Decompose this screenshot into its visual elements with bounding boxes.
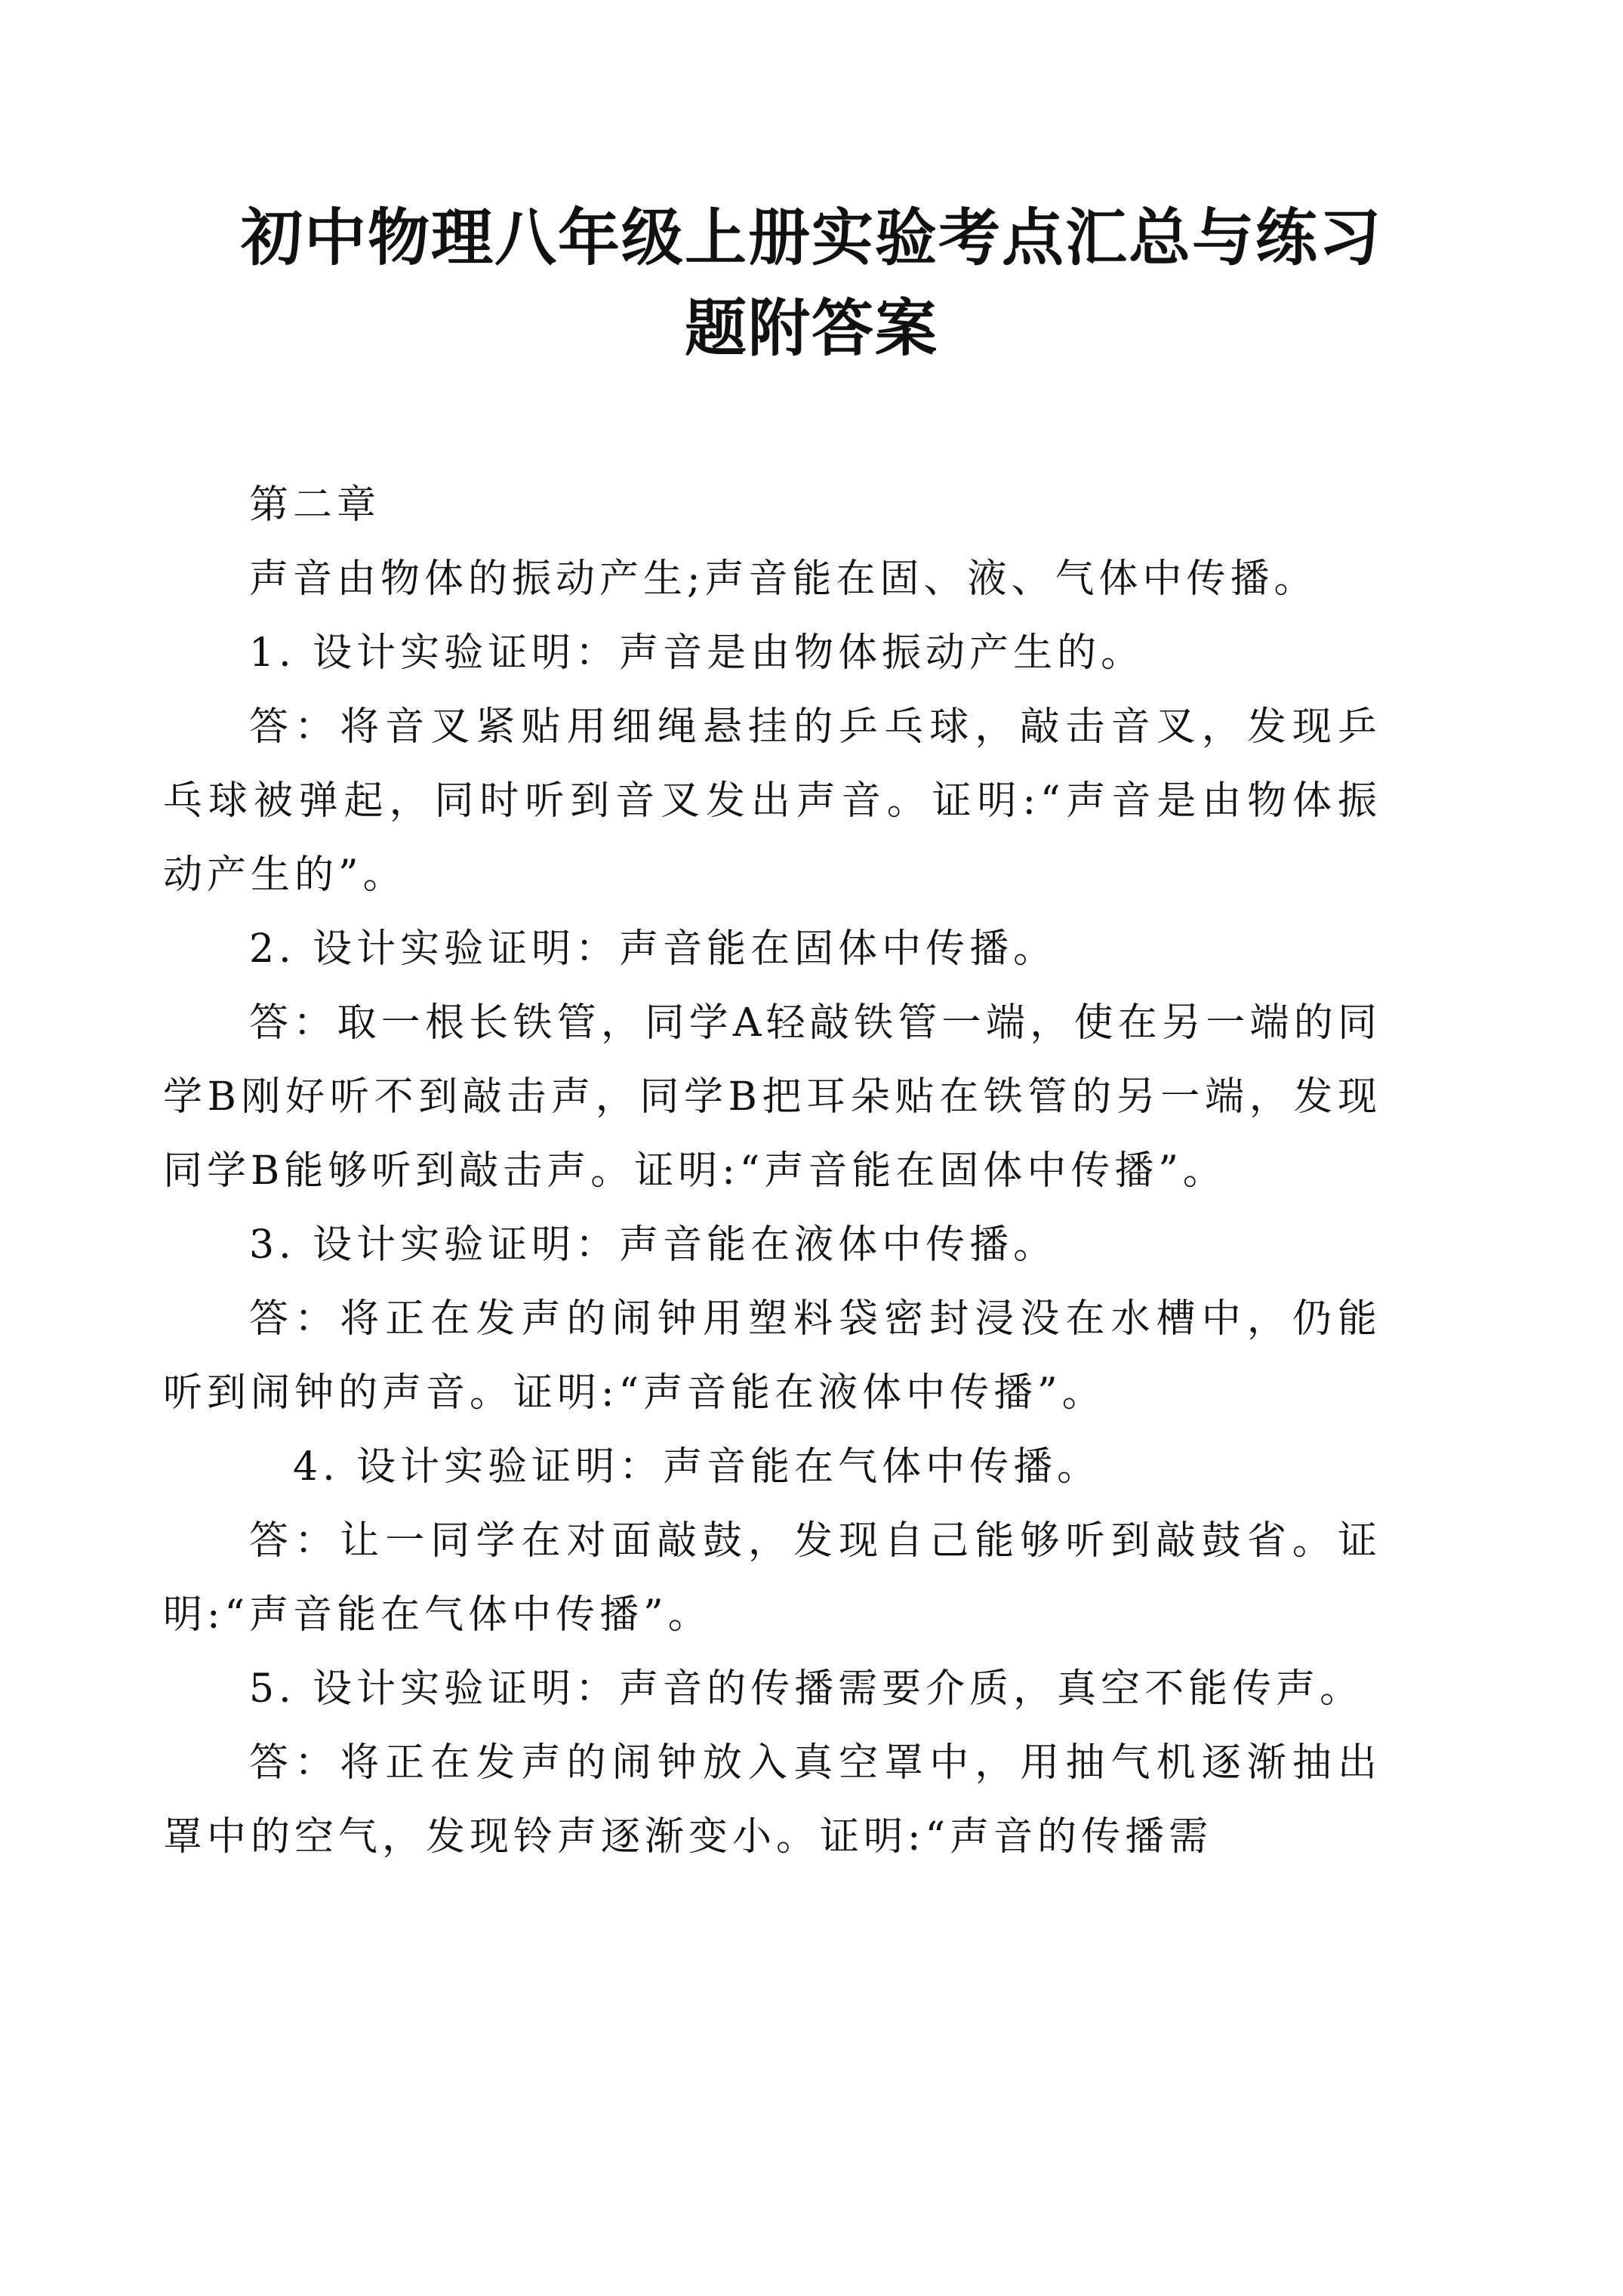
question-4: 4. 设计实验证明：声音能在气体中传播。 [293, 1444, 1101, 1490]
answer-3: 答：将正在发声的闹钟用塑料袋密封浸没在水槽中，仍能听到闹钟的声音。证明:“声音能在液体中传播”。 [163, 1296, 1381, 1416]
answer-5: 答：将正在发声的闹钟放入真空罩中，用抽气机逐渐抽出罩中的空气，发现铃声逐渐变小。证明:“声音的传播需 [163, 1740, 1381, 1860]
answer-1: 答：将音叉紧贴用细绳悬挂的乒乓球，敲击音叉，发现乒乓球被弹起，同时听到音叉发出声音。证明:“声音是由物体振动产生的”。 [163, 704, 1381, 898]
question-1: 1. 设计实验证明：声音是由物体振动产生的。 [249, 630, 1145, 676]
document-body [163, 468, 1381, 1874]
answer-2: 答：取一根长铁管，同学A轻敲铁管一端，使在另一端的同学B刚好听不到敲击声，同学B把耳朵贴在铁管的另一端，发现同学B能够听到敲击声。证明:“声音能在固体中传播”。 [163, 1000, 1381, 1194]
question-3: 3. 设计实验证明：声音能在液体中传播。 [249, 1222, 1058, 1268]
question-2: 2. 设计实验证明：声音能在固体中传播。 [249, 926, 1058, 972]
document-title-line2: 题附答案 [684, 292, 938, 365]
chapter-heading: 第二章 [249, 482, 381, 528]
question-5: 5. 设计实验证明：声音的传播需要介质，真空不能传声。 [249, 1666, 1364, 1712]
answer-4: 答：让一同学在对面敲鼓，发现自己能够听到敲鼓省。证明:“声音能在气体中传播”。 [163, 1518, 1381, 1638]
document-title-line1: 初中物理八年级上册实验考点汇总与练习 [240, 202, 1382, 274]
intro-paragraph: 声音由物体的振动产生;声音能在固、液、气体中传播。 [249, 556, 1318, 602]
